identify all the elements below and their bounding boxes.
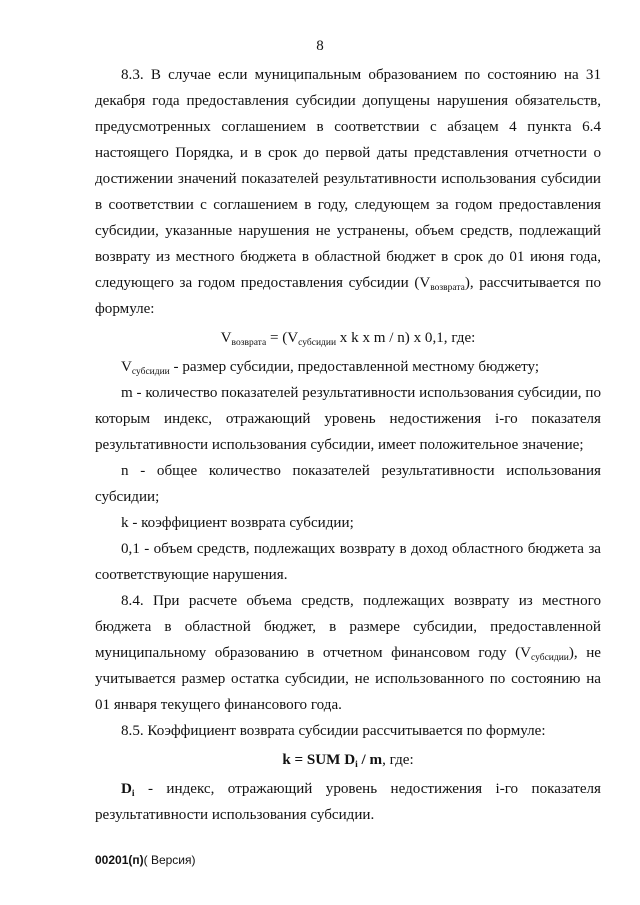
formula-part: x k x m / n) x 0,1, где: [336,330,476,346]
formula-part: = (V [266,330,299,346]
definition-d [95,776,601,828]
definition-m: m - количество показателей результативности использования субсидии, по которым индекс, отражающий уровень недостижения i-го показателя результативности использования субсидии, имеет положительное значение; [95,385,601,453]
subscript: субсидии [531,653,569,663]
formula-symbol: D [121,781,132,797]
formula-symbol: V [220,330,232,346]
formula-coefficient [95,747,601,773]
subscript: возврата [430,283,465,293]
formula-part: , где: [382,752,414,768]
subscript: субсидии [298,338,337,348]
paragraph-8-3-text-end: ), рассчитывается по формуле: [95,275,602,317]
paragraph-8-5: 8.5. Коэффициент возврата субсидии рассчитывается по формуле: [121,723,546,739]
paragraph-8-4-text-end: ), не учитывается размер остатка субсидии, не использованного по состоянию на 01 января текущего финансового года. [95,645,601,713]
paragraph-8-4 [95,588,601,718]
subscript: i [131,789,135,799]
document-footer [95,853,196,867]
subscript: i [355,760,358,770]
definition-text: - индекс, отражающий уровень недостижения i-го показателя результативности использования субсидии. [95,781,601,823]
formula-return-volume [95,325,601,351]
document-code: 00201(п) [95,853,144,867]
formula-part: / m [357,752,383,768]
document-body [95,62,601,828]
definition-n: n - общее количество показателей результативности использования субсидии; [95,463,601,505]
formula-symbol: V [121,359,132,375]
paragraph-8-3-text: 8.3. В случае если муниципальным образованием по состоянию на 31 декабря года предоставления субсидии допущены нарушения обязательств, предусмотренных соглашением в соответствии с абзацем 4 пункта 6.4 настоящего Порядка, и в срок до первой даты представления отчетности о достижении значений показателей результативности использования субсидии в соответствии с соглашением в году, следующем за годом предоставления субсидии, указанные нарушения не устранены, объем средств, подлежащий возврату из местного бюджета в областной бюджет в срок до 01 июня года, следующего за годом предоставления субсидии (V [95,67,601,291]
page-number: 8 [316,38,324,54]
paragraph-8-4-text: 8.4. При расчете объема средств, подлежащих возврату из местного бюджета в областной бюджет, в размере субсидии, предоставленной муниципальному образованию в отчетном финансовом году (V [95,593,601,661]
definition-v-subsidy [95,354,601,380]
version-label: ( Версия) [143,853,196,867]
subscript: возврата [231,338,267,348]
definition-text: - размер субсидии, предоставленной местному бюджету; [169,359,540,375]
definition-0-1: 0,1 - объем средств, подлежащих возврату в доход областного бюджета за соответствующие нарушения. [95,541,601,583]
subscript: субсидии [131,367,170,377]
formula-part: k = SUM D [282,752,356,768]
paragraph-8-3 [95,62,601,322]
definition-k: k - коэффициент возврата субсидии; [121,515,354,531]
